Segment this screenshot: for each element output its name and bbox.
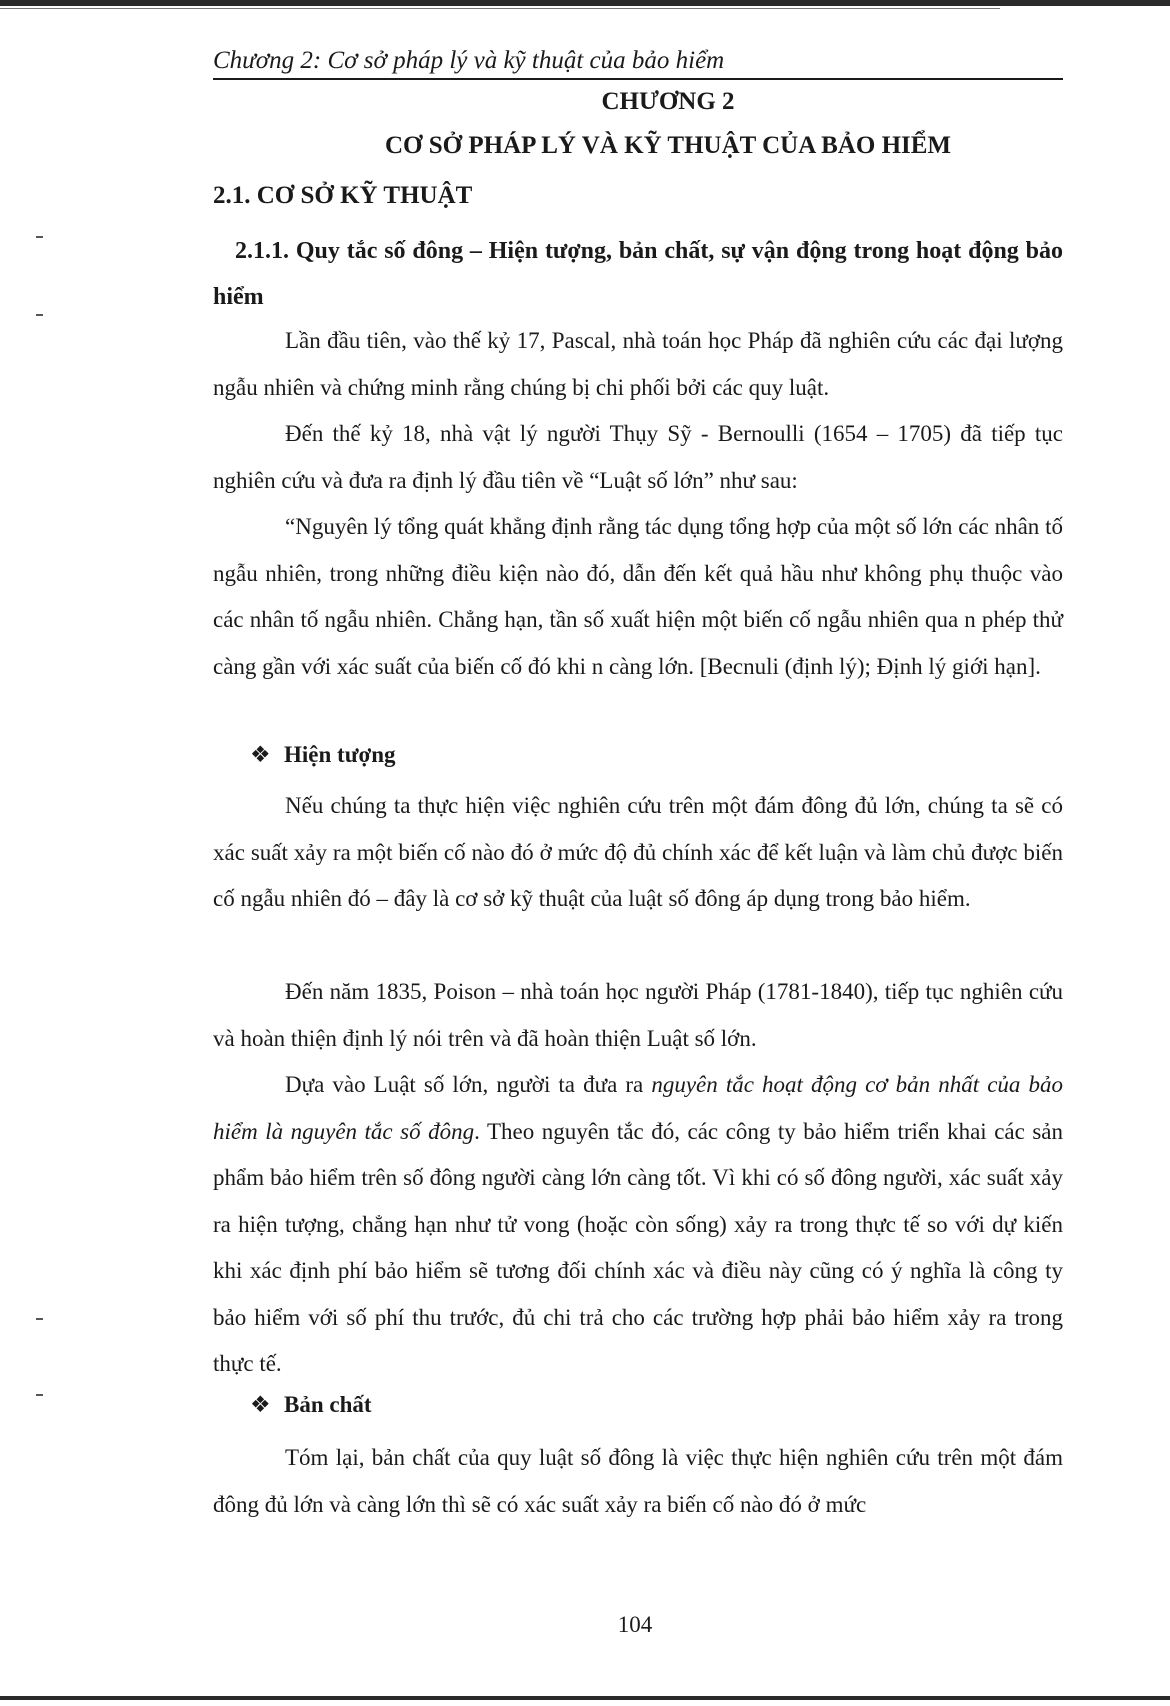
running-header-title: Chương 2: Cơ sở pháp lý và kỹ thuật của bảo hiểm — [213, 47, 725, 74]
paragraph-phenomenon: Nếu chúng ta thực hiện việc nghiên cứu trên một đám đông đủ lớn, chúng ta sẽ có xác suất xảy ra một biến cố nào đó ở mức độ đủ chính xác để kết luận và làm chủ được biến cố ngẫu nhiên đó – đây là cơ sở kỹ thuật của luật số đông áp dụng trong bảo hiểm. — [213, 793, 1063, 911]
paragraph-principle — [213, 1062, 1063, 1388]
paragraph-quote: “Nguyên lý tổng quát khẳng định rằng tác dụng tổng hợp của một số lớn các nhân tố ngẫu nhiên, trong những điều kiện nào đó, dẫn đến kết quả hầu như không phụ thuộc vào các nhân tố ngẫu nhiên. Chẳng hạn, tần số xuất hiện một biến cố ngẫu nhiên qua n phép thử càng gần với xác suất của biến cố đó khi n càng lớn. [Becnuli (định lý); Định lý giới hạn]. — [213, 514, 1063, 679]
paragraph-principle-italic: nguyên tắc hoạt động cơ bản nhất của bảo hiểm là nguyên tắc số đông — [213, 1072, 1063, 1144]
top-border-thin-line — [0, 8, 1000, 9]
margin-mark — [36, 236, 43, 238]
section-heading: 2.1. CƠ SỞ KỸ THUẬT — [213, 182, 473, 209]
bottom-border-line — [0, 1696, 1170, 1700]
bullet-heading-label: Hiện tượng — [284, 742, 396, 767]
top-border-line — [0, 0, 1170, 6]
subsection-heading: 2.1.1. Quy tắc số đông – Hiện tượng, bản chất, sự vận động trong hoạt động bảo hiểm — [213, 238, 1063, 310]
diamond-bullet-icon: ❖ — [250, 742, 271, 767]
bullet-heading-label: Bản chất — [284, 1392, 372, 1417]
chapter-number: CHƯƠNG 2 — [601, 88, 735, 115]
diamond-bullet-icon: ❖ — [250, 1392, 271, 1417]
margin-mark — [36, 314, 43, 316]
bullet-heading-phenomenon — [250, 742, 396, 768]
page-number: 104 — [617, 1612, 653, 1637]
chapter-title: CƠ SỞ PHÁP LÝ VÀ KỸ THUẬT CỦA BẢO HIỂM — [384, 132, 952, 159]
paragraph-pascal: Lần đầu tiên, vào thế kỷ 17, Pascal, nhà toán học Pháp đã nghiên cứu các đại lượng ngẫu nhiên và chứng minh rằng chúng bị chi phối bởi các quy luật. — [213, 328, 1063, 400]
paragraph-nature: Tóm lại, bản chất của quy luật số đông là việc thực hiện nghiên cứu trên một đám đông đủ lớn và càng lớn thì sẽ có xác suất xảy ra biến cố nào đó ở mức — [213, 1445, 1063, 1517]
bullet-heading-nature — [250, 1392, 372, 1418]
paragraph-poison: Đến năm 1835, Poison – nhà toán học người Pháp (1781-1840), tiếp tục nghiên cứu và hoàn thiện định lý nói trên và đã hoàn thiện Luật số lớn. — [213, 979, 1063, 1051]
paragraph-bernoulli: Đến thế kỷ 18, nhà vật lý người Thụy Sỹ - Bernoulli (1654 – 1705) đã tiếp tục nghiên cứu và đưa ra định lý đầu tiên về “Luật số lớn” như sau: — [213, 421, 1063, 493]
margin-mark — [36, 1318, 43, 1320]
paragraph-principle-end: . Theo nguyên tắc đó, các công ty bảo hiểm triển khai các sản phẩm bảo hiểm trên số đông người càng lớn càng tốt. Vì khi có số đông người, xác suất xảy ra hiện tượng, chẳng hạn như tử vong (hoặc còn sống) xảy ra trong thực tế so với dự kiến khi xác định phí bảo hiểm sẽ tương đối chính xác và điều này cũng có ý nghĩa là công ty bảo hiểm với số phí thu trước, đủ chi trả cho các trường hợp phải bảo hiểm xảy ra trong thực tế. — [213, 1118, 1063, 1376]
paragraph-principle-start: Dựa vào Luật số lớn, người ta đưa ra — [285, 1072, 652, 1097]
margin-mark — [36, 1394, 43, 1396]
running-header — [213, 44, 1063, 80]
